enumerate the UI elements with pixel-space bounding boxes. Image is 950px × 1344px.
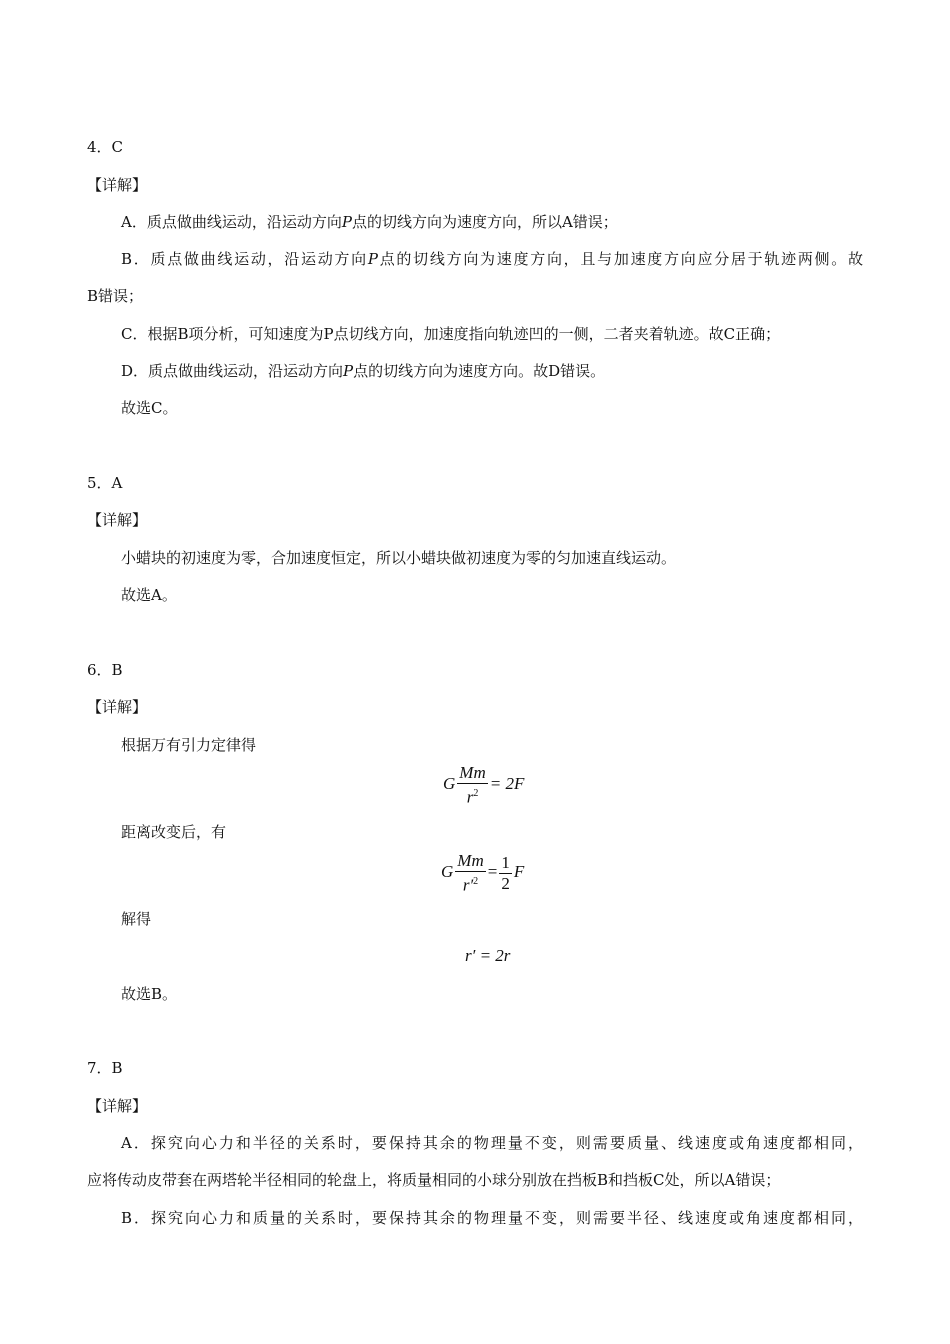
equation-result: r′ = 2r	[465, 946, 511, 965]
equation-gravity-1: G $\frac{Mm}{r^2}$ = 2F	[443, 763, 525, 807]
question-6-line-1: 根据万有引力定律得	[121, 736, 257, 754]
question-7-option-a-cont: 应将传动皮带套在两塔轮半径相同的轮盘上，将质量相同的小球分别放在挡板B和挡板C处，所以A错误；	[87, 1171, 781, 1189]
question-4-option-c: C．根据B项分析，可知速度为P点切线方向，加速度指向轨迹凹的一侧，二者夹着轨迹。故C正确；	[121, 325, 781, 343]
question-6-tag: 【详解】	[87, 698, 148, 716]
question-4-option-b-cont: B错误；	[87, 287, 144, 305]
question-6-number: 6．B	[87, 661, 123, 679]
question-6-line-3: 解得	[121, 910, 152, 928]
question-7-number: 7．B	[87, 1059, 123, 1077]
question-4-number: 4．C	[87, 138, 124, 156]
question-5-answer: 故选A。	[121, 586, 177, 604]
question-4-tag: 【详解】	[87, 176, 148, 194]
question-4-answer: 故选C。	[121, 399, 178, 417]
question-4-option-a: A．质点做曲线运动，沿运动方向P点的切线方向为速度方向，所以A错误；	[121, 213, 618, 231]
question-7-tag: 【详解】	[87, 1097, 148, 1115]
question-6-answer: 故选B。	[121, 985, 178, 1003]
equation-gravity-2: G $\frac{Mm}{r'^2}$ = $\frac{1}{2}$ F	[441, 851, 525, 895]
question-6-line-2: 距离改变后，有	[121, 823, 227, 841]
question-7-option-a: A．探究向心力和半径的关系时，要保持其余的物理量不变，则需要质量、线速度或角速度都相同，	[121, 1134, 863, 1152]
question-5-body: 小蜡块的初速度为零，合加速度恒定，所以小蜡块做初速度为零的匀加速直线运动。	[121, 549, 677, 567]
question-7-option-b: B．探究向心力和质量的关系时，要保持其余的物理量不变，则需要半径、线速度或角速度都相同，	[121, 1209, 863, 1227]
question-4-option-b: B．质点做曲线运动，沿运动方向P点的切线方向为速度方向，且与加速度方向应分居于轨迹两侧。故	[121, 250, 863, 268]
question-4-option-d: D．质点做曲线运动，沿运动方向P点的切线方向为速度方向。故D错误。	[121, 362, 606, 380]
question-5-tag: 【详解】	[87, 511, 148, 529]
question-5-number: 5．A	[87, 474, 123, 492]
